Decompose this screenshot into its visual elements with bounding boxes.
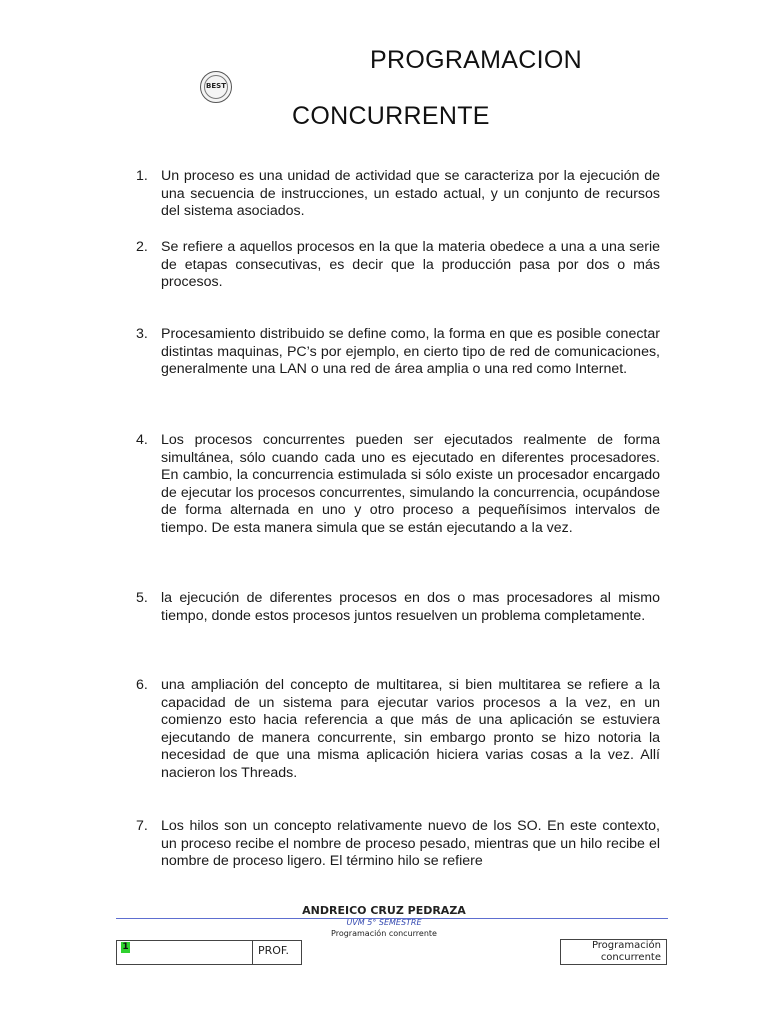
list-item-number: 1. — [136, 168, 148, 184]
list-item-number: 3. — [136, 326, 148, 342]
seal-text: BEST — [206, 82, 226, 90]
list-item-text: Procesamiento distribuido se define como, la forma en que es posible conectar distintas maquinas, PC’s por ejemplo, en cierto tipo de red de comunicaciones, generalmente una LAN o una red de área amplia o una red como Internet. — [161, 326, 660, 378]
list-item-text: la ejecución de diferentes procesos en dos o mas procesadores al mismo tiempo, donde estos procesos juntos resuelven un problema completamente. — [161, 590, 660, 624]
footer-course-box: Programación concurrente — [560, 939, 667, 965]
list-item-text: Los procesos concurrentes pueden ser ejecutados realmente de forma simultánea, sólo cuando cada uno es ejecutado en diferentes procesadores. En cambio, la concurrencia estimulada si sólo existe un procesador encargado de ejecutar los procesos concurrentes, simulando la concurrencia, ocupándose de forma alternada en uno y otro proceso a pequeñísimos intervalos de tiempo. De esta manera simula que se están ejecutando a la vez. — [161, 432, 660, 536]
list-item — [136, 326, 660, 379]
footer-box-divider — [252, 941, 253, 964]
list-item-number: 6. — [136, 677, 148, 693]
footer-author: ANDREICO CRUZ PEDRAZA — [302, 904, 466, 917]
list-item — [136, 677, 660, 783]
document-title-line2: CONCURRENTE — [292, 102, 490, 130]
list-item-text: Los hilos son un concepto relativamente nuevo de los SO. En este contexto, un proceso recibe el nombre de proceso pesado, mientras que un hilo recibe el nombre de proceso ligero. El término hilo se refiere — [161, 818, 660, 870]
list-item — [136, 239, 660, 292]
footer-course: Programación concurrente — [331, 929, 437, 938]
page-number: 1 — [122, 942, 129, 952]
list-item-number: 7. — [136, 818, 148, 834]
footer-semester: UVM 5° SEMESTRE — [346, 918, 422, 927]
best-seal-logo — [200, 71, 232, 103]
list-item — [136, 818, 660, 871]
list-item — [136, 590, 660, 625]
prof-label: PROF. — [258, 944, 289, 957]
list-item-text: Se refiere a aquellos procesos en la que la materia obedece a una a una serie de etapas consecutivas, es decir que la producción pasa por dos o más procesos. — [161, 239, 660, 291]
list-item — [136, 168, 660, 221]
list-item-text: Un proceso es una unidad de actividad que se caracteriza por la ejecución de una secuencia de instrucciones, un estado actual, y un conjunto de recursos del sistema asociados. — [161, 168, 660, 220]
footer-prof-box — [116, 940, 302, 965]
list-item — [136, 432, 660, 538]
list-item-number: 4. — [136, 432, 148, 448]
list-item-text: una ampliación del concepto de multitarea, si bien multitarea se refiere a la capacidad de un sistema para ejecutar varios procesos a la vez, en un comienzo esto hacia referencia a que más de una aplicación se estuviera ejecutando de manera concurrente, sin embargo pronto se hizo notoria la necesidad de que una misma aplicación hiciera varias cosas a la vez. Allí nacieron los Threads. — [161, 677, 660, 781]
document-title-line1: PROGRAMACION — [370, 46, 582, 74]
list-item-number: 5. — [136, 590, 148, 606]
list-item-number: 2. — [136, 239, 148, 255]
